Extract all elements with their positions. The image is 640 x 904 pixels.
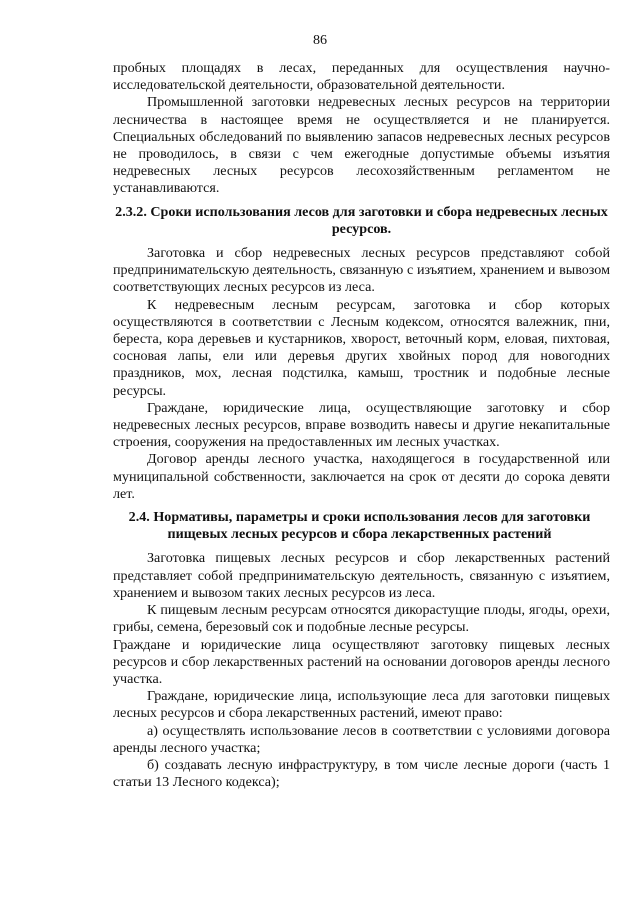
document-body [113,60,610,791]
paragraph: Граждане, юридические лица, использующие леса для заготовки пищевых лесных ресурсов и сбора лекарственных растений, имеют право: [113,688,610,722]
paragraph: Граждане и юридические лица осуществляют заготовку пищевых лесных ресурсов и сбор лекарственных растений на основании договоров аренды лесного участка. [113,636,610,687]
section-heading-2-4: 2.4. Нормативы, параметры и сроки использования лесов для заготовки пищевых лесных ресурсов и сбора лекарственных растений [128,509,591,543]
paragraph: Промышленной заготовки недревесных лесных ресурсов на территории лесничества в настоящее время не осуществляется и не планируется. Специальных обследований по выявлению запасов недревесных лесных ресурсов не проводилось, в связи с чем ежегодные допустимые объемы изъятия недревесных лесных ресурсов лесохозяйственным регламентом не устанавливаются. [113,94,610,197]
paragraph: Граждане, юридические лица, осуществляющие заготовку и сбор недревесных лесных ресурсов, вправе возводить навесы и другие некапитальные строения, сооружения на предоставленных им лесных участках. [113,399,610,451]
list-item-a: а) осуществлять использование лесов в соответствии с условиями договора аренды лесного участка; [113,722,610,756]
paragraph: Договор аренды лесного участка, находящегося в государственной или муниципальной собственности, заключается на срок от десяти до сорока девяти лет. [113,451,610,502]
paragraph: Заготовка пищевых лесных ресурсов и сбор лекарственных растений представляет собой предпринимательскую деятельность, связанную с изъятием, хранением и вывозом таких лесных ресурсов из леса. [113,550,610,601]
paragraph: пробных площадях в лесах, переданных для осуществления научно-исследовательской деятельности, образовательной деятельности. [113,60,610,94]
paragraph: Заготовка и сбор недревесных лесных ресурсов представляют собой предпринимательскую деятельность, связанную с изъятием, хранением и вывозом соответствующих лесных ресурсов из леса. [113,245,610,296]
list-item-b: б) создавать лесную инфраструктуру, в том числе лесные дороги (часть 1 статьи 13 Лесного кодекса); [113,756,610,791]
paragraph: К пищевым лесным ресурсам относятся дикорастущие плоды, ягоды, орехи, грибы, семена, березовый сок и подобные лесные ресурсы. [113,602,610,636]
page-number: 86 [312,32,328,48]
section-heading-2-3-2: 2.3.2. Сроки использования лесов для заготовки и сбора недревесных лесных ресурсов. [115,203,608,237]
paragraph: К недревесным лесным ресурсам, заготовка и сбор которых осуществляются в соответствии с Лесным кодексом, относятся валежник, пни, береста, кора деревьев и кустарников, хворост, веточный корм, еловая, пихтовая, сосновая лапы, ели или деревья других хвойных пород для новогодних праздников, мох, лесная подстилка, камыш, тростник и подобные лесные ресурсы. [113,296,610,399]
